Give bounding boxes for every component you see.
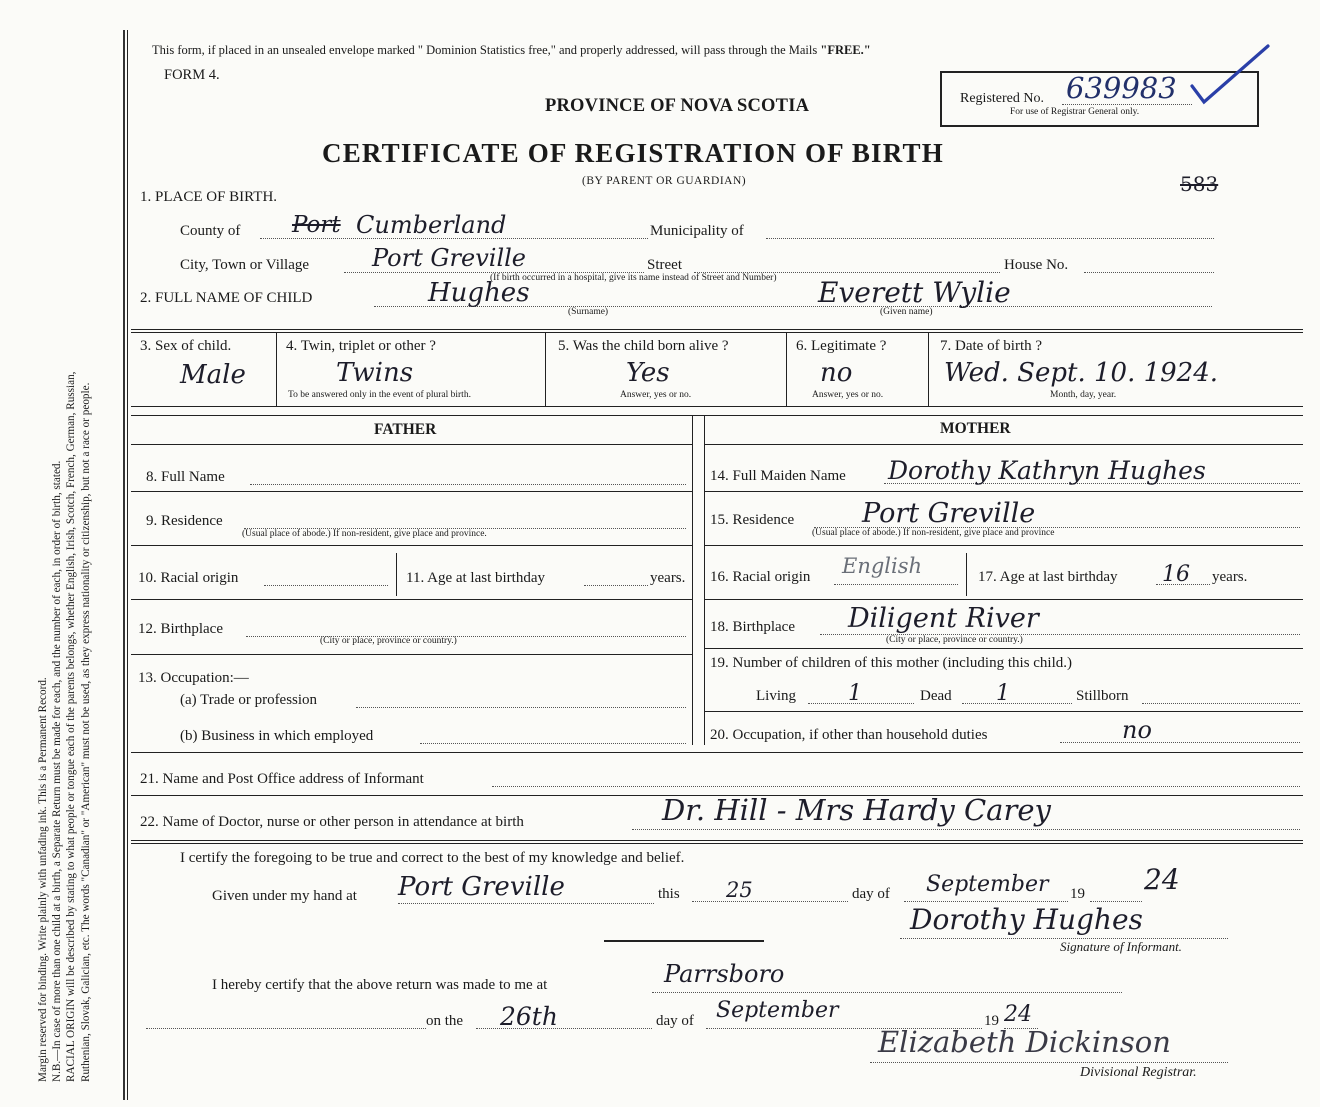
city-value: Port Greville xyxy=(372,244,527,272)
registrar-certify-text: I hereby certify that the above return was made to me at xyxy=(212,977,548,993)
hospital-note: (If birth occurred in a hospital, give its name instead of Street and Number) xyxy=(490,273,777,283)
house-label: House No. xyxy=(1004,257,1069,273)
father-age-dotline xyxy=(584,585,648,586)
binding-margin-rule xyxy=(123,30,125,1100)
given-year-prefix: 19 xyxy=(1070,886,1085,902)
twin-label: 4. Twin, triplet or other ? xyxy=(286,338,436,354)
province-heading: PROVINCE OF NOVA SCOTIA xyxy=(545,96,810,116)
mother-row19-rule xyxy=(704,711,1303,712)
registrar-on-label: on the xyxy=(426,1013,464,1029)
father-row12-rule xyxy=(131,654,692,655)
mother-heading-rule xyxy=(704,444,1303,445)
mother-occupation-dotline xyxy=(1060,742,1300,743)
father-residence-note: (Usual place of abode.) If non-resident, give place and province. xyxy=(242,529,487,539)
given-day-value: 25 xyxy=(726,878,753,902)
informant-signature: Dorothy Hughes xyxy=(910,903,1143,936)
twin-value: Twins xyxy=(336,358,414,388)
place-section-label: 1. PLACE OF BIRTH. xyxy=(140,189,278,205)
row3-divider-1 xyxy=(276,332,277,406)
father-age-label: 11. Age at last birthday xyxy=(406,570,545,586)
informant-label: 21. Name and Post Office address of Informant xyxy=(140,771,424,787)
mail-notice-text: This form, if placed in an unsealed envelope marked " Dominion Statistics free," and properly addressed, will pass through the Mails xyxy=(152,43,821,57)
registrar-lead-dotline xyxy=(146,1028,426,1029)
doctor-dotline xyxy=(632,829,1300,830)
mother-racial-label: 16. Racial origin xyxy=(710,569,811,585)
county-label: County of xyxy=(180,223,241,239)
registrar-place-value: Parrsboro xyxy=(664,960,785,988)
alive-value: Yes xyxy=(626,358,670,388)
living-value: 1 xyxy=(848,681,862,706)
mother-heading: MOTHER xyxy=(940,420,1011,437)
form-number: FORM 4. xyxy=(164,67,220,83)
county-value: Cumberland xyxy=(356,211,507,239)
legitimate-label: 6. Legitimate ? xyxy=(796,338,887,354)
father-occupation-label: 13. Occupation:— xyxy=(138,670,249,686)
mother-name-value: Dorothy Kathryn Hughes xyxy=(888,456,1206,485)
parents-top-rule xyxy=(131,415,1303,416)
father-residence-label: 9. Residence xyxy=(146,513,223,529)
child-name-label: 2. FULL NAME OF CHILD xyxy=(140,290,313,306)
father-age-suffix: years. xyxy=(650,570,686,586)
father-racial-label: 10. Racial origin xyxy=(138,570,239,586)
registrar-year-prefix: 19 xyxy=(984,1013,999,1029)
binding-margin-rule-inner xyxy=(127,30,128,1100)
father-racial-dotline xyxy=(264,585,388,586)
mother-age-value: 16 xyxy=(1162,562,1190,587)
mother-row16-rule xyxy=(704,599,1303,600)
row3-bottom-rule xyxy=(131,406,1303,407)
stillborn-dotline xyxy=(1142,703,1300,704)
mother-occupation-label: 20. Occupation, if other than household duties xyxy=(710,727,988,743)
house-dotline xyxy=(1084,272,1214,273)
dead-value: 1 xyxy=(996,681,1010,706)
check-mark-icon xyxy=(1188,42,1274,108)
row3-divider-3 xyxy=(786,332,787,406)
registrar-year-value: 24 xyxy=(1004,1002,1032,1027)
separator-rule xyxy=(604,940,764,942)
mother-birthplace-note: (City or place, province or country.) xyxy=(886,635,1023,645)
row3-divider-4 xyxy=(928,332,929,406)
registrar-dayof-label: day of xyxy=(656,1013,694,1029)
father-name-dotline xyxy=(250,484,686,485)
county-struck-value: Port xyxy=(292,212,341,238)
given-place-dotline xyxy=(398,903,654,904)
registered-value: 639983 xyxy=(1066,71,1177,105)
registered-label: Registered No. xyxy=(960,91,1044,106)
mother-residence-note: (Usual place of abode.) If non-resident, give place and province xyxy=(812,528,1055,538)
row3-top-rule xyxy=(131,329,1303,330)
city-label: City, Town or Village xyxy=(180,257,310,273)
child-given-value: Everett Wylie xyxy=(818,276,1011,309)
margin-line-1: Margin reserved for binding. Write plainly with unfading ink. This is a Permanent Record. xyxy=(37,677,49,1082)
given-month-value: September xyxy=(926,872,1049,897)
mother-racial-dotline xyxy=(834,584,958,585)
registrar-signature-dotline xyxy=(870,1062,1228,1063)
margin-line-3: RACIAL ORIGIN will be described by stating to what people or tongue each of the parents belongs, whether English, Irish, Scotch, French, German, Russian, xyxy=(65,371,78,1082)
dob-note: Month, day, year. xyxy=(1050,390,1117,400)
mother-age-suffix: years. xyxy=(1212,569,1248,585)
father-business-label: (b) Business in which employed xyxy=(180,728,374,744)
father-business-dotline xyxy=(420,743,686,744)
row3-top-rule-2 xyxy=(131,332,1303,333)
registrar-signature: Elizabeth Dickinson xyxy=(878,1025,1171,1059)
margin-line-4: Ruthenian, Slovak, Galician, etc. The words "Canadian" or "American" must not be used, as they express nationality or citizenship, but not a race or people. xyxy=(79,382,92,1082)
surname-caption: (Surname) xyxy=(568,307,609,317)
father-name-label: 8. Full Name xyxy=(146,469,225,485)
registrar-caption: Divisional Registrar. xyxy=(1080,1065,1197,1080)
page-title: CERTIFICATE OF REGISTRATION OF BIRTH xyxy=(322,138,944,168)
dob-label: 7. Date of birth ? xyxy=(940,338,1043,354)
margin-instructions xyxy=(36,42,122,1082)
sex-value: Male xyxy=(180,360,246,390)
father-row8-rule xyxy=(131,491,692,492)
living-label: Living xyxy=(756,688,796,704)
given-year-value: 24 xyxy=(1144,863,1180,896)
given-year-dotline xyxy=(1090,901,1142,902)
mother-row15-rule xyxy=(704,545,1303,546)
mother-birthplace-label: 18. Birthplace xyxy=(710,619,795,635)
father-heading: FATHER xyxy=(374,421,437,438)
corner-number: 583 xyxy=(1180,172,1219,196)
legitimate-note: Answer, yes or no. xyxy=(812,390,884,400)
informant-dotline xyxy=(492,786,1300,787)
mother-children-label: 19. Number of children of this mother (including this child.) xyxy=(710,655,1073,671)
child-surname-value: Hughes xyxy=(428,278,530,308)
municipality-dotline xyxy=(766,238,1214,239)
dead-dotline xyxy=(962,703,1072,704)
given-under-label: Given under my hand at xyxy=(212,888,357,904)
margin-line-2: N.B.—In case of more than one child at a birth, a Separate Return must be made for each, and the number of each, in order of birth, stated. xyxy=(51,460,64,1082)
mother-birthplace-value: Diligent River xyxy=(848,603,1039,634)
municipality-label: Municipality of xyxy=(650,223,744,239)
stillborn-label: Stillborn xyxy=(1076,688,1129,704)
mail-notice-free: "FREE." xyxy=(820,43,871,57)
row3-divider-2 xyxy=(545,332,546,406)
father-row10-rule xyxy=(131,599,692,600)
dob-value: Wed. Sept. 10. 1924. xyxy=(944,358,1219,388)
given-day-dotline xyxy=(692,901,848,902)
father-trade-dotline xyxy=(356,707,686,708)
doctor-value: Dr. Hill - Mrs Hardy Carey xyxy=(662,793,1051,827)
row22-rule-2 xyxy=(131,843,1303,844)
father-right-rule xyxy=(692,415,693,745)
mother-row16-divider xyxy=(966,553,967,596)
legitimate-value: no xyxy=(820,358,853,388)
given-month-dotline xyxy=(904,901,1068,902)
row22-rule xyxy=(131,840,1303,841)
registrar-place-dotline xyxy=(652,992,1122,993)
mother-left-rule xyxy=(704,415,705,745)
mother-residence-label: 15. Residence xyxy=(710,512,795,528)
mother-name-label: 14. Full Maiden Name xyxy=(710,468,846,484)
informant-signature-caption: Signature of Informant. xyxy=(1060,939,1182,954)
mother-residence-value: Port Greville xyxy=(862,498,1036,529)
sex-label: 3. Sex of child. xyxy=(140,338,232,354)
page-subtitle: (BY PARENT OR GUARDIAN) xyxy=(582,175,747,187)
father-row9-rule xyxy=(131,545,692,546)
father-birthplace-note: (City or place, province or country.) xyxy=(320,636,457,646)
given-place-value: Port Greville xyxy=(398,872,565,902)
mother-row14-rule xyxy=(704,491,1303,492)
mother-occupation-value: no xyxy=(1122,716,1152,744)
certify-text: I certify the foregoing to be true and correct to the best of my knowledge and belief. xyxy=(180,850,685,866)
twin-note: To be answered only in the event of plural birth. xyxy=(288,390,471,400)
father-trade-label: (a) Trade or profession xyxy=(180,692,318,708)
father-birthplace-dotline xyxy=(246,636,686,637)
alive-label: 5. Was the child born alive ? xyxy=(558,338,729,354)
parents-bottom-rule xyxy=(131,752,1303,753)
mother-racial-value: English xyxy=(842,554,923,578)
father-row10-divider xyxy=(396,553,397,596)
father-birthplace-label: 12. Birthplace xyxy=(138,621,223,637)
dead-label: Dead xyxy=(920,688,952,704)
this-label: this xyxy=(658,886,680,902)
given-caption: (Given name) xyxy=(880,307,933,317)
registrar-note: For use of Registrar General only. xyxy=(1010,107,1140,117)
mother-age-label: 17. Age at last birthday xyxy=(978,569,1118,585)
mother-row18-rule xyxy=(704,648,1303,649)
registrar-day-value: 26th xyxy=(500,1002,558,1031)
doctor-label: 22. Name of Doctor, nurse or other person in attendance at birth xyxy=(140,814,524,830)
street-label: Street xyxy=(647,257,682,273)
father-heading-rule xyxy=(131,444,692,445)
given-dayof-label: day of xyxy=(852,886,890,902)
registrar-month-value: September xyxy=(716,998,839,1023)
alive-note: Answer, yes or no. xyxy=(620,390,692,400)
mail-notice xyxy=(152,44,871,57)
